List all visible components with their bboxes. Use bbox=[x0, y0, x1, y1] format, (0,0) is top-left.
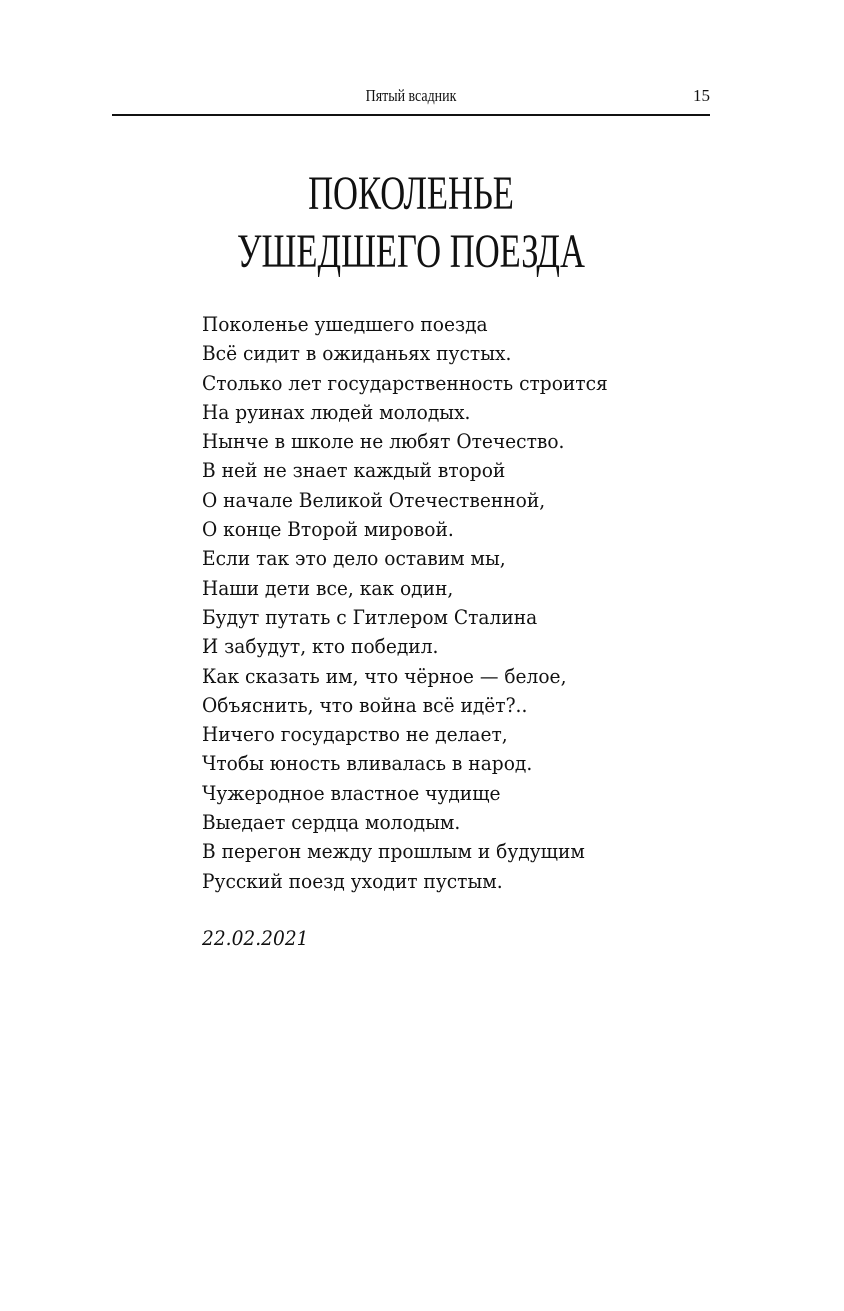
poem-line: Русский поезд уходит пустым. bbox=[202, 868, 503, 893]
poem-line: Столько лет государственность строится bbox=[202, 370, 608, 395]
poem-line: На руинах людей молодых. bbox=[202, 399, 471, 424]
poem-date: 22.02.2021 bbox=[202, 926, 309, 950]
poem-title-line: ПОКОЛЕНЬЕ bbox=[308, 167, 514, 220]
poem-title bbox=[112, 165, 710, 281]
poem-line: Объяснить, что война всё идёт?.. bbox=[202, 692, 528, 717]
running-head bbox=[112, 84, 710, 116]
poem-line: Если так это дело оставим мы, bbox=[202, 546, 506, 571]
poem-line: Всё сидит в ожиданьях пустых. bbox=[202, 341, 512, 366]
page-number: 15 bbox=[693, 86, 710, 105]
running-title: Пятый всадник bbox=[365, 86, 457, 105]
poem-line: Ничего государство не делает, bbox=[202, 722, 508, 747]
poem-line: Чужеродное властное чудище bbox=[202, 780, 501, 805]
poem-line: В перегон между прошлым и будущим bbox=[202, 839, 585, 864]
poem-line: Чтобы юность вливалась в народ. bbox=[202, 751, 533, 776]
poem-line: Будут путать с Гитлером Сталина bbox=[202, 604, 538, 629]
poem-line: И забудут, кто победил. bbox=[202, 634, 439, 659]
poem-line: В ней не знает каждый второй bbox=[202, 458, 506, 483]
poem-line: Поколенье ушедшего поезда bbox=[202, 312, 488, 336]
poem-line: Нынче в школе не любят Отечество. bbox=[202, 429, 565, 454]
poem-line: Наши дети все, как один, bbox=[202, 575, 454, 600]
poem-line: О конце Второй мировой. bbox=[202, 517, 454, 542]
poem-line: О начале Великой Отечественной, bbox=[202, 487, 546, 512]
poem-title-line: УШЕДШЕГО ПОЕЗДА bbox=[237, 225, 585, 278]
poem-line: Выедает сердца молодым. bbox=[202, 810, 461, 835]
poem-line: Как сказать им, что чёрное — белое, bbox=[202, 663, 567, 688]
poem-body bbox=[202, 310, 638, 896]
